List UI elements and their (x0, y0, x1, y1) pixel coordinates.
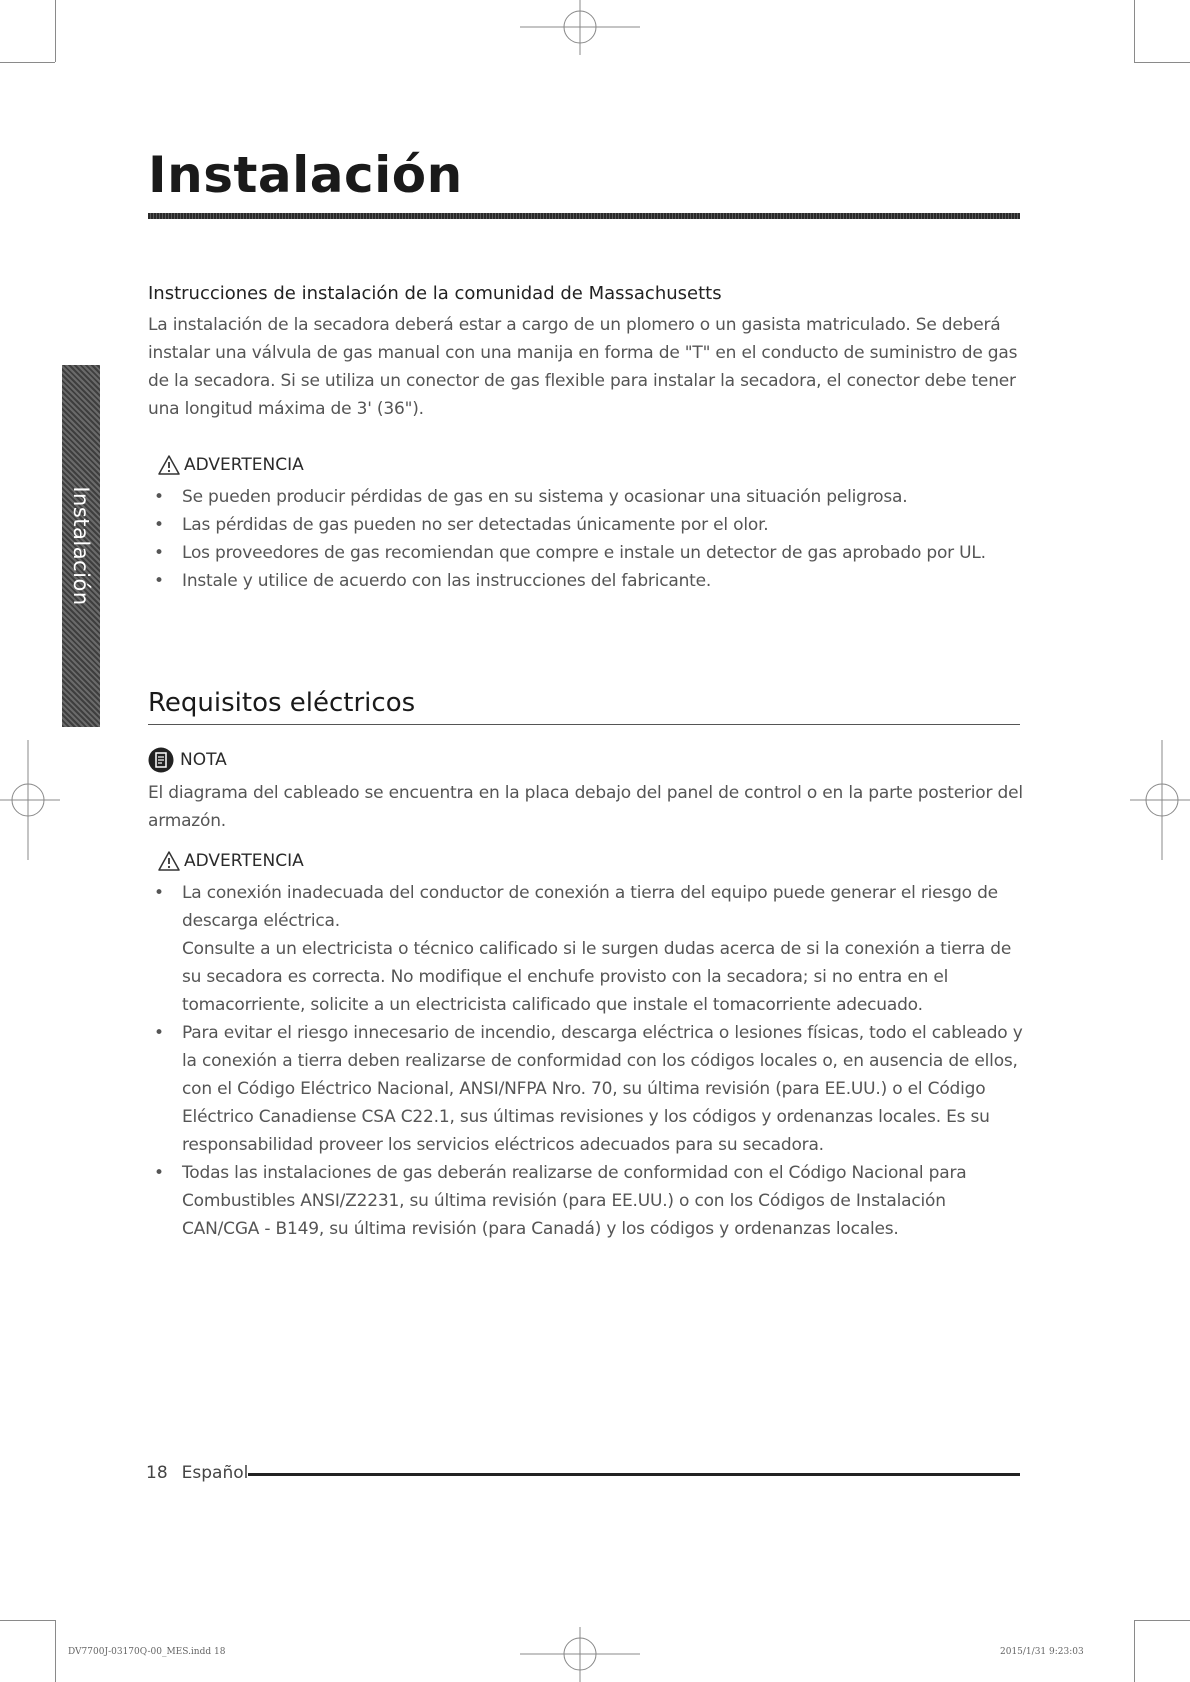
crop-mark (55, 0, 56, 62)
list-item (148, 1019, 1028, 1159)
massachusetts-heading: Instrucciones de instalación de la comunidad de Massachusetts (148, 283, 722, 304)
print-file-info: DV7700J-03170Q-00_MES.indd 18 (68, 1647, 226, 1657)
list-item-text: • Todas las instalaciones de gas deberán realizarse de conformidad con el Código Nacional para Combustibles ANSI/Z2231, su última revisión (para EE.UU.) o con los Códigos de Instalación CAN/CGA - B149, su última revisión (para Canadá) y los códigos y ordenanzas locales. (182, 1163, 967, 1239)
crop-mark (0, 1620, 55, 1621)
list-item (148, 879, 1028, 1019)
warning-triangle-icon (158, 851, 180, 871)
note-label (148, 747, 227, 773)
list-item-detail: Consulte a un electricista o técnico calificado si le surgen dudas acerca de si la conexión a tierra de su secadora es correcta. No modifique el enchufe provisto con la secadora; si no entra en el tomacorriente, solicite a un electricista calificado que instale el tomacorriente adecuado. (182, 939, 1012, 1015)
crop-mark (1134, 0, 1135, 62)
warning-label (158, 851, 304, 871)
list-item: • Instale y utilice de acuerdo con las instrucciones del fabricante. (148, 567, 1028, 595)
title-rule (148, 213, 1020, 219)
list-item: • Los proveedores de gas recomiendan que compre e instale un detector de gas aprobado por UL. (148, 539, 1028, 567)
crop-mark (1134, 1620, 1135, 1682)
note-icon (148, 747, 174, 773)
registration-mark-left (0, 740, 60, 860)
registration-mark-top (520, 0, 640, 55)
page-footer (146, 1465, 248, 1482)
section-title: Requisitos eléctricos (148, 688, 416, 718)
print-timestamp: 2015/1/31 9:23:03 (1000, 1647, 1084, 1657)
warning-list (148, 879, 1028, 1243)
crop-mark (1134, 1620, 1190, 1621)
list-item: • Se pueden producir pérdidas de gas en su sistema y ocasionar una situación peligrosa. (148, 483, 1028, 511)
footer-rule (248, 1473, 1020, 1476)
registration-mark-bottom (520, 1627, 640, 1682)
page-number: 18 (146, 1463, 168, 1483)
list-item-text: • Para evitar el riesgo innecesario de incendio, descarga eléctrica o lesiones físicas, todo el cableado y la conexión a tierra deben realizarse de conformidad con los códigos locales o, en ausencia de ellos, con el Código Eléctrico Nacional, ANSI/NFPA Nro. 70, su última revisión (para EE.UU.) o el Código Eléctrico Canadiense CSA C22.1, sus últimas revisiones y los códigos y ordenanzas locales. Es su responsabilidad proveer los servicios eléctricos adecuados para su secadora. (182, 1023, 1023, 1155)
warning-label-text: ADVERTENCIA (184, 454, 304, 475)
crop-mark (1134, 62, 1190, 63)
crop-mark (55, 1620, 56, 1682)
warning-label (158, 455, 304, 475)
side-tab (62, 365, 100, 727)
warning-list (148, 483, 1028, 595)
section-rule (148, 724, 1020, 725)
footer-language: Español (181, 1463, 249, 1483)
list-item-text: • La conexión inadecuada del conductor de conexión a tierra del equipo puede generar el riesgo de descarga eléctrica. (182, 883, 998, 931)
page-title: Instalación (148, 146, 463, 204)
registration-mark-right (1130, 740, 1190, 860)
massachusetts-body: La instalación de la secadora deberá estar a cargo de un plomero o un gasista matriculado. Se deberá instalar una válvula de gas manual con una manija en forma de "T" en el conducto de suministro de gas de la secadora. Si se utiliza un conector de gas flexible para instalar la secadora, el conector debe tener una longitud máxima de 3' (36"). (148, 315, 1018, 419)
side-tab-label: Instalación (69, 486, 93, 606)
crop-mark (0, 62, 55, 63)
note-label-text: NOTA (180, 749, 227, 770)
list-item: • Las pérdidas de gas pueden no ser detectadas únicamente por el olor. (148, 511, 1028, 539)
note-text: El diagrama del cableado se encuentra en la placa debajo del panel de control o en la parte posterior del armazón. (148, 783, 1023, 831)
list-item (148, 1159, 1028, 1243)
warning-label-text: ADVERTENCIA (184, 850, 304, 871)
warning-triangle-icon (158, 455, 180, 475)
